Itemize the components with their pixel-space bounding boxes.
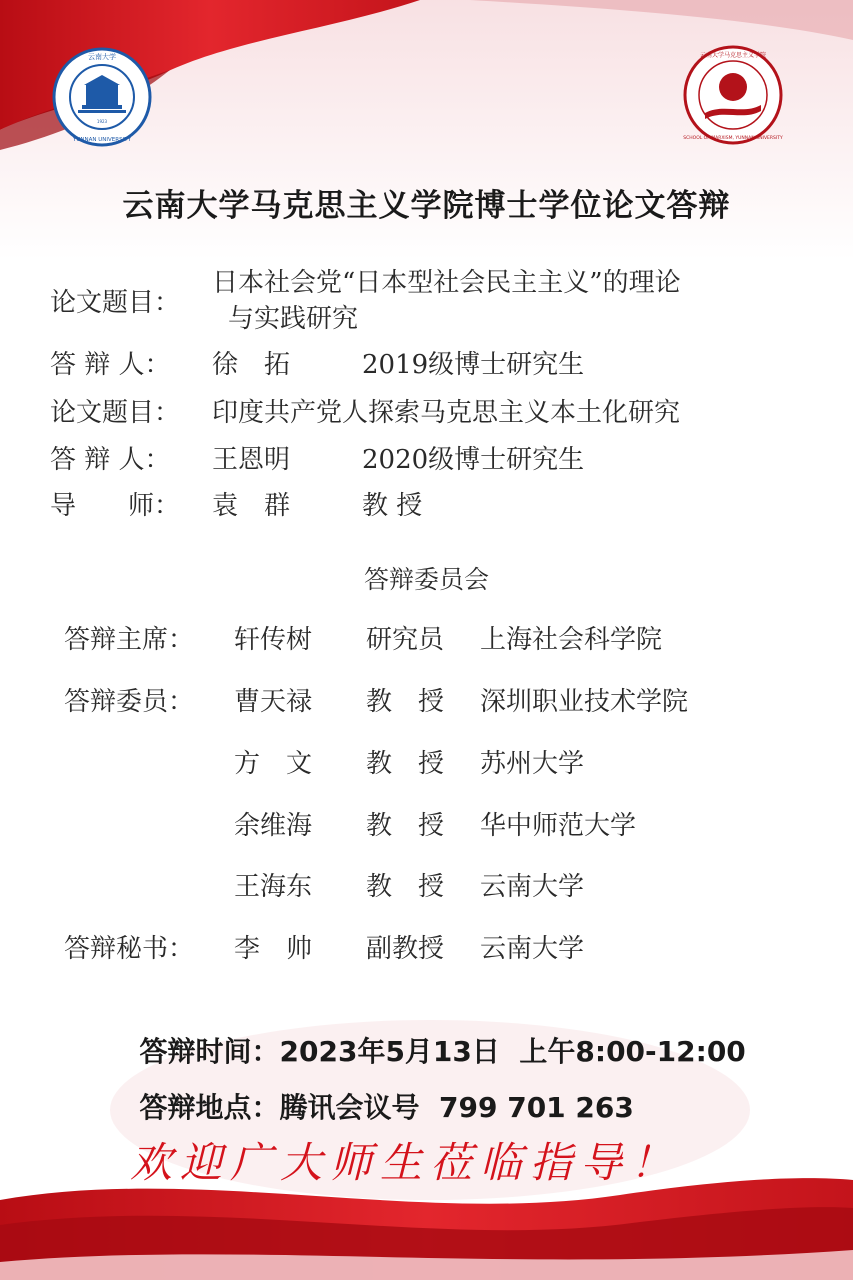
thesis-label: 论文题目： (50, 288, 181, 318)
defender-grade: 2019级博士研究生 (362, 350, 585, 380)
advisor-label: 导 师： (50, 491, 181, 521)
committee-rank: 研究员 (366, 625, 445, 655)
committee-heading: 答辩委员会 (363, 565, 489, 594)
committee-org: 云南大学 (480, 872, 585, 902)
svg-text:YUNNAN UNIVERSITY: YUNNAN UNIVERSITY (73, 137, 131, 143)
committee-rank: 教 授 (366, 749, 445, 779)
thesis-title: 印度共产党人探索马克思主义本土化研究 (212, 398, 681, 428)
committee-role: 答辩主席： (64, 625, 195, 655)
defender-label: 答 辩 人： (50, 445, 171, 475)
defense-time-value: 2023年5月13日 上午8:00-12:00 (279, 1035, 746, 1068)
school-of-marxism-logo-icon (683, 45, 783, 145)
committee-org: 华中师范大学 (480, 811, 637, 841)
defender-name: 王恩明 (212, 445, 291, 475)
thesis-1-title-row (0, 262, 853, 342)
thesis-title-line2: 与实践研究 (228, 304, 359, 334)
committee-name: 余维海 (234, 811, 313, 841)
committee-org: 深圳职业技术学院 (480, 687, 689, 717)
svg-text:云南大学: 云南大学 (88, 53, 116, 61)
page-title: 云南大学马克思主义学院博士学位论文答辩 (122, 188, 731, 224)
committee-role: 答辩秘书： (64, 934, 195, 964)
welcome-slogan: 欢迎广大师生莅临指导！ (130, 1138, 681, 1187)
committee-name: 王海东 (234, 872, 313, 902)
defense-time-label: 答辩时间： (139, 1035, 280, 1068)
advisor-title: 教 授 (362, 491, 423, 521)
committee-org: 上海社会科学院 (480, 625, 663, 655)
svg-text:云南大学马克思主义学院: 云南大学马克思主义学院 (699, 52, 767, 59)
advisor-name: 袁 群 (212, 491, 291, 521)
defense-place-label: 答辩地点： (139, 1091, 280, 1124)
defender-name: 徐 拓 (212, 350, 291, 380)
committee-name: 轩传树 (234, 625, 313, 655)
defender-grade: 2020级博士研究生 (362, 445, 585, 475)
yunnan-university-logo-icon (52, 47, 152, 147)
committee-rank: 教 授 (366, 687, 445, 717)
committee-role: 答辩委员： (64, 687, 195, 717)
committee-org: 云南大学 (480, 934, 585, 964)
committee-rank: 教 授 (366, 811, 445, 841)
committee-name: 曹天禄 (234, 687, 313, 717)
thesis-title-line1: 日本社会党“日本型社会民主主义”的理论 (212, 268, 681, 298)
committee-org: 苏州大学 (480, 749, 585, 779)
committee-rank: 教 授 (366, 872, 445, 902)
defense-place-value: 腾讯会议号 799 701 263 (279, 1091, 634, 1124)
svg-text:SCHOOL OF MARXISM, YUNNAN UNIV: SCHOOL OF MARXISM, YUNNAN UNIVERSITY (683, 136, 783, 141)
svg-text:1923: 1923 (96, 119, 108, 124)
thesis-label: 论文题目： (50, 398, 181, 428)
committee-rank: 副教授 (366, 934, 445, 964)
committee-name: 李 帅 (234, 934, 313, 964)
committee-name: 方 文 (234, 749, 313, 779)
defense-place-row (120, 1053, 634, 1126)
defender-label: 答 辩 人： (50, 350, 171, 380)
